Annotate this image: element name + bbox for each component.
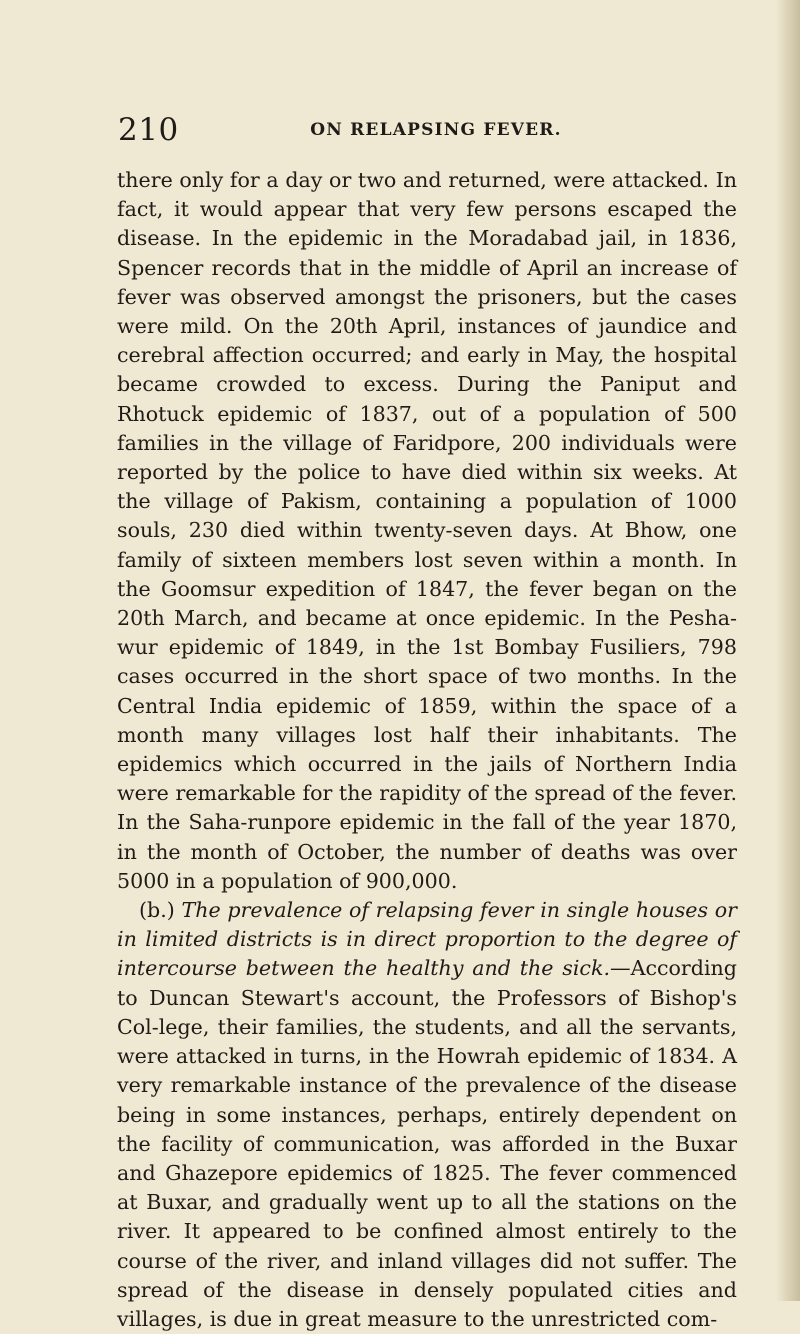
running-head [118, 112, 734, 152]
paragraph-2 [117, 896, 737, 1334]
section-heading: The prevalence of relapsing fever in single houses or in limited districts is in direct proportion to the degree of intercourse between the healthy and the sick. [117, 898, 738, 981]
paragraph-1: there only for a day or two and returned, were attacked. In fact, it would appear that very few persons escaped the disease. In the epidemic in the Moradabad jail, in 1836, Spencer records that in the middle of April an increase of fever was observed amongst the prisoners, but the cases were mild. On the 20th April, instances of jaundice and cerebral affection occurred; and early in May, the hospital became crowded to excess. During the Paniput and Rhotuck epidemic of 1837, out of a population of 500 families in the village of Faridpore, 200 individuals were reported by the police to have died within six weeks. At the village of Pakism, containing a population of 1000 souls, 230 died within twenty-seven days. At Bhow, one family of sixteen members lost seven within a month. In the Goomsur expedition of 1847, the fever began on the 20th March, and became at once epidemic. In the Pesha-wur epidemic of 1849, in the 1st Bombay Fusiliers, 798 cases occurred in the short space of two months. In the Central India epidemic of 1859, within the space of a month many villages lost half their inhabitants. The epidemics which occurred in the jails of Northern India were remarkable for the rapidity of the spread of the fever. In the Saha-runpore epidemic in the fall of the year 1870, in the month of October, the number of deaths was over 5000 in a population of 900,000. [117, 168, 737, 893]
section-marker: (b.) [139, 898, 175, 923]
running-title: ON RELAPSING FEVER. [310, 120, 562, 140]
page-edge-shadow [776, 0, 800, 1301]
paragraph-2-text: —According to Duncan Stewart's account, the Professors of Bishop's Col-lege, their families, the students, and all the servants, were attacked in turns, in the Howrah epidemic of 1834. A very remarkable instance of the prevalence of the disease being in some instances, perhaps, entirely dependent on the facility of communication, was afforded in the Buxar and Ghazepore epidemics of 1825. The fever commenced at Buxar, and gradually went up to all the stations on the river. It appeared to be confined almost entirely to the course of the river, and inland villages did not suffer. The spread of the disease in densely populated cities and villages, is due in great measure to the unrestricted com- [117, 956, 737, 1331]
body-text [117, 166, 737, 1334]
page-number: 210 [118, 112, 179, 148]
